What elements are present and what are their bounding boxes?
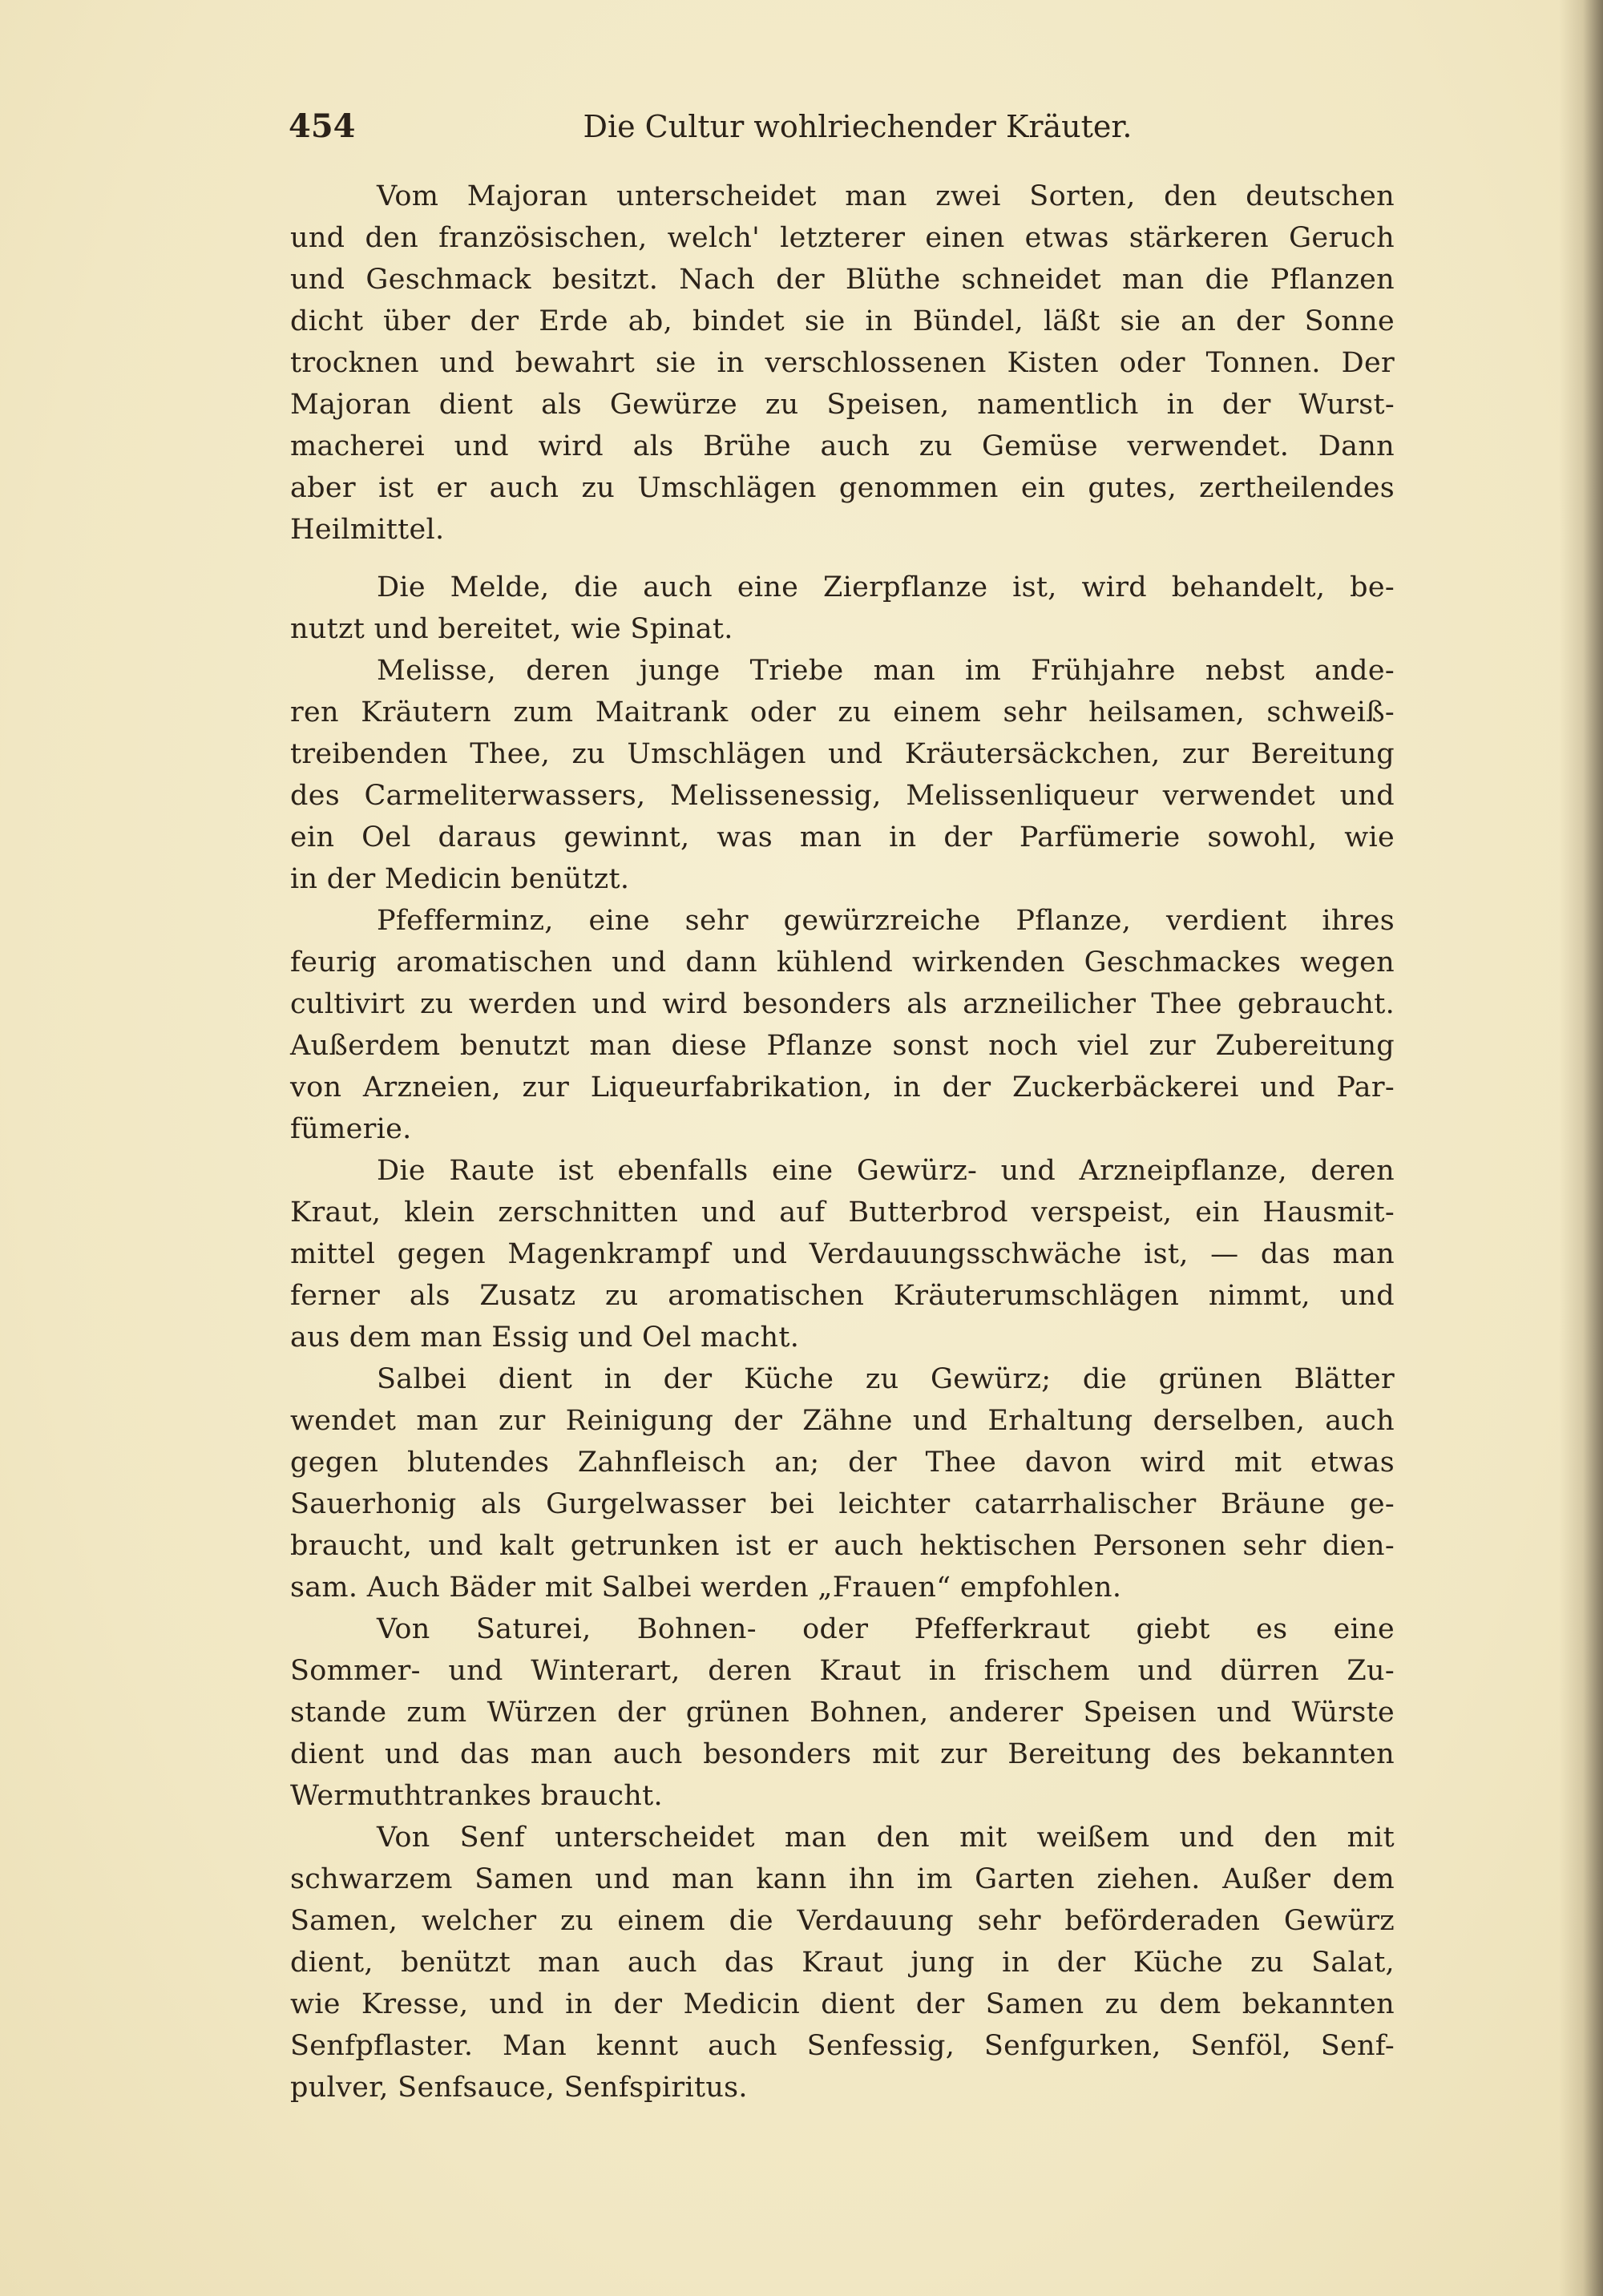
text-line: dient, benützt man auch das Kraut jung in der Küche zu Salat, (290, 1947, 1395, 1979)
text-line: braucht, und kalt getrunken ist er auch hektischen Personen sehr dien- (290, 1530, 1395, 1562)
text-line: Samen, welcher zu einem die Verdauung sehr beförderaden Gewürz (290, 1905, 1395, 1937)
text-line: Vom Majoran unterscheidet man zwei Sorten, den deutschen (377, 180, 1395, 212)
text-line: fümerie. (290, 1113, 412, 1145)
text-line: aber ist er auch zu Umschlägen genommen ein gutes, zertheilendes (290, 472, 1395, 504)
paragraph (290, 176, 1395, 551)
text-line: und Geschmack besitzt. Nach der Blüthe schneidet man die Pflanzen (290, 264, 1395, 296)
body-text (290, 176, 1395, 2108)
text-line: schwarzem Samen und man kann ihn im Garten ziehen. Außer dem (290, 1863, 1395, 1895)
text-line: wendet man zur Reinigung der Zähne und Erhaltung derselben, auch (290, 1405, 1395, 1437)
text-line: Melisse, deren junge Triebe man im Frühjahre nebst ande- (377, 655, 1395, 687)
text-line: Salbei dient in der Küche zu Gewürz; die grünen Blätter (377, 1363, 1395, 1395)
text-line: wie Kresse, und in der Medicin dient der Samen zu dem bekannten (290, 1988, 1395, 2020)
text-line: stande zum Würzen der grünen Bohnen, anderer Speisen und Würste (290, 1697, 1395, 1729)
text-line: ren Kräutern zum Maitrank oder zu einem sehr heilsamen, schweiß- (290, 696, 1395, 728)
text-line: Pfefferminz, eine sehr gewürzreiche Pflanze, verdient ihres (377, 905, 1395, 937)
text-line: pulver, Senfsauce, Senfspiritus. (290, 2072, 748, 2104)
text-line: Die Melde, die auch eine Zierpflanze ist, wird behandelt, be- (377, 571, 1395, 603)
text-line: Sauerhonig als Gurgelwasser bei leichter catarrhalischer Bräune ge- (290, 1488, 1395, 1520)
text-line: Außerdem benutzt man diese Pflanze sonst noch viel zur Zubereitung (290, 1030, 1395, 1062)
text-line: Die Raute ist ebenfalls eine Gewürz- und Arzneipflanze, deren (377, 1155, 1395, 1187)
paragraph (290, 1817, 1395, 2108)
text-line: Heilmittel. (290, 514, 445, 546)
paragraph (290, 900, 1395, 1150)
text-line: Majoran dient als Gewürze zu Speisen, namentlich in der Wurst- (290, 389, 1395, 421)
running-title: Die Cultur wohlriechender Kräuter. (583, 109, 1133, 144)
text-line: Wermuthtrankes braucht. (290, 1780, 663, 1812)
text-line: und den französischen, welch' letzterer einen etwas stärkeren Geruch (290, 222, 1395, 254)
text-line: ferner als Zusatz zu aromatischen Kräuterumschlägen nimmt, und (290, 1280, 1395, 1312)
page-header (289, 103, 1395, 151)
paragraph (290, 1358, 1395, 1608)
text-line: treibenden Thee, zu Umschlägen und Kräutersäckchen, zur Bereitung (290, 738, 1395, 770)
text-line: Von Senf unterscheidet man den mit weißem und den mit (377, 1822, 1395, 1854)
text-line: aus dem man Essig und Oel macht. (290, 1322, 800, 1354)
text-line: Senfpflaster. Man kennt auch Senfessig, Senfgurken, Senföl, Senf- (290, 2030, 1395, 2062)
text-line: cultivirt zu werden und wird besonders als arzneilicher Thee gebraucht. (290, 988, 1395, 1020)
paragraph (290, 567, 1395, 650)
text-line: nutzt und bereitet, wie Spinat. (290, 613, 733, 645)
text-line: trocknen und bewahrt sie in verschlossenen Kisten oder Tonnen. Der (290, 347, 1395, 379)
text-line: dicht über der Erde ab, bindet sie in Bündel, läßt sie an der Sonne (290, 305, 1395, 337)
text-line: feurig aromatischen und dann kühlend wirkenden Geschmackes wegen (290, 946, 1395, 979)
text-line: Kraut, klein zerschnitten und auf Butterbrod verspeist, ein Hausmit- (290, 1196, 1395, 1229)
text-line: gegen blutendes Zahnfleisch an; der Thee davon wird mit etwas (290, 1447, 1395, 1479)
paragraph (290, 1608, 1395, 1817)
text-line: in der Medicin benützt. (290, 863, 630, 895)
text-line: ein Oel daraus gewinnt, was man in der Parfümerie sowohl, wie (290, 821, 1395, 853)
text-line: mittel gegen Magenkrampf und Verdauungsschwäche ist, — das man (290, 1238, 1395, 1270)
paragraph (290, 650, 1395, 900)
text-line: dient und das man auch besonders mit zur Bereitung des bekannten (290, 1738, 1395, 1770)
page-number: 454 (289, 107, 356, 145)
paragraph (290, 1150, 1395, 1358)
text-line: Sommer- und Winterart, deren Kraut in frischem und dürren Zu- (290, 1655, 1395, 1687)
text-line: von Arzneien, zur Liqueurfabrikation, in der Zuckerbäckerei und Par- (290, 1071, 1395, 1104)
text-line: Von Saturei, Bohnen- oder Pfefferkraut giebt es eine (377, 1613, 1395, 1645)
text-line: macherei und wird als Brühe auch zu Gemüse verwendet. Dann (290, 430, 1395, 462)
text-line: sam. Auch Bäder mit Salbei werden „Frauen“ empfohlen. (290, 1572, 1122, 1604)
text-line: des Carmeliterwassers, Melissenessig, Melissenliqueur verwendet und (290, 780, 1395, 812)
